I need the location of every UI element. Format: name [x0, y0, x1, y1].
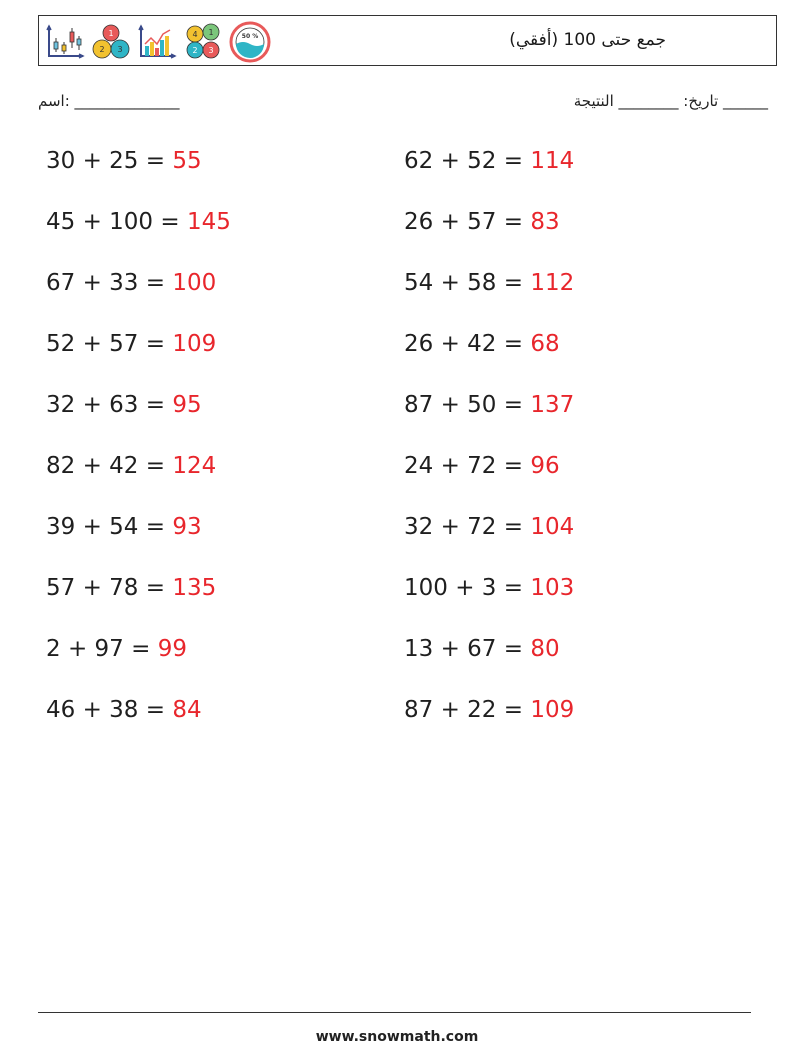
problem-question: 57 + 78 =	[46, 575, 173, 601]
problem-answer: 112	[530, 270, 575, 296]
problem-item	[46, 331, 216, 357]
problem-answer: 124	[172, 453, 217, 479]
problem-question: 13 + 67 =	[404, 636, 531, 662]
bar-chart-icon	[137, 22, 177, 62]
numbered-circles-icon	[183, 22, 223, 62]
problem-item	[404, 636, 560, 662]
problem-item	[404, 209, 560, 235]
svg-text:1: 1	[108, 29, 114, 38]
percentage-gauge-icon	[229, 21, 271, 63]
problem-item	[46, 514, 202, 540]
problem-item	[404, 392, 574, 418]
problem-answer: 83	[530, 209, 560, 235]
problem-question: 87 + 50 =	[404, 392, 531, 418]
problem-question: 26 + 57 =	[404, 209, 531, 235]
problem-question: 100 + 3 =	[404, 575, 531, 601]
problem-item	[404, 331, 560, 357]
problem-answer: 109	[530, 697, 575, 723]
problem-answer: 135	[172, 575, 217, 601]
problem-item	[404, 514, 574, 540]
name-field-line: اسم: ______________	[38, 92, 180, 110]
worksheet-title: جمع حتى 100 (أفقي)	[509, 30, 666, 50]
svg-text:2: 2	[192, 46, 198, 55]
problem-question: 87 + 22 =	[404, 697, 531, 723]
problem-question: 46 + 38 =	[46, 697, 173, 723]
problem-answer: 104	[530, 514, 575, 540]
problem-answer: 99	[157, 636, 187, 662]
problem-item	[46, 392, 202, 418]
problem-question: 62 + 52 =	[404, 148, 531, 174]
numbered-circles-icon	[91, 22, 131, 62]
svg-text:2: 2	[99, 45, 105, 54]
problem-item	[46, 209, 231, 235]
problem-answer: 137	[530, 392, 575, 418]
gauge-label: 50 %	[241, 33, 259, 40]
problem-answer: 95	[172, 392, 202, 418]
problem-question: 30 + 25 =	[46, 148, 173, 174]
svg-text:1: 1	[208, 28, 214, 37]
problem-answer: 55	[172, 148, 202, 174]
problem-answer: 93	[172, 514, 202, 540]
problem-answer: 84	[172, 697, 202, 723]
problem-answer: 109	[172, 331, 217, 357]
problem-question: 54 + 58 =	[404, 270, 531, 296]
problem-item	[46, 636, 187, 662]
problem-answer: 100	[172, 270, 217, 296]
problem-answer: 68	[530, 331, 560, 357]
header-icons	[45, 20, 271, 64]
problem-question: 45 + 100 =	[46, 209, 187, 235]
footer-divider	[38, 1012, 751, 1013]
problem-question: 24 + 72 =	[404, 453, 531, 479]
problem-item	[46, 453, 216, 479]
problem-question: 26 + 42 =	[404, 331, 531, 357]
svg-text:3: 3	[117, 45, 123, 54]
problem-answer: 103	[530, 575, 575, 601]
problem-question: 32 + 72 =	[404, 514, 531, 540]
problem-item	[404, 270, 574, 296]
problem-item	[404, 575, 574, 601]
problem-question: 32 + 63 =	[46, 392, 173, 418]
problem-item	[46, 575, 216, 601]
problem-item	[404, 453, 560, 479]
problem-question: 39 + 54 =	[46, 514, 173, 540]
problem-question: 82 + 42 =	[46, 453, 173, 479]
date-score-line: تاريخ: ________ النتيجة ______	[573, 92, 768, 110]
problem-item	[46, 270, 216, 296]
problem-question: 67 + 33 =	[46, 270, 173, 296]
problem-item	[404, 697, 574, 723]
problem-item	[46, 697, 202, 723]
problem-answer: 145	[186, 209, 231, 235]
problem-question: 2 + 97 =	[46, 636, 158, 662]
problem-item	[46, 148, 202, 174]
svg-text:4: 4	[192, 30, 198, 39]
candlestick-chart-icon	[45, 22, 85, 62]
worksheet-header	[38, 15, 777, 66]
problem-question: 52 + 57 =	[46, 331, 173, 357]
problem-answer: 96	[530, 453, 560, 479]
problem-answer: 80	[530, 636, 560, 662]
footer-url: www.snowmath.com	[315, 1029, 479, 1045]
svg-text:3: 3	[208, 46, 214, 55]
problem-answer: 114	[530, 148, 575, 174]
problem-item	[404, 148, 574, 174]
